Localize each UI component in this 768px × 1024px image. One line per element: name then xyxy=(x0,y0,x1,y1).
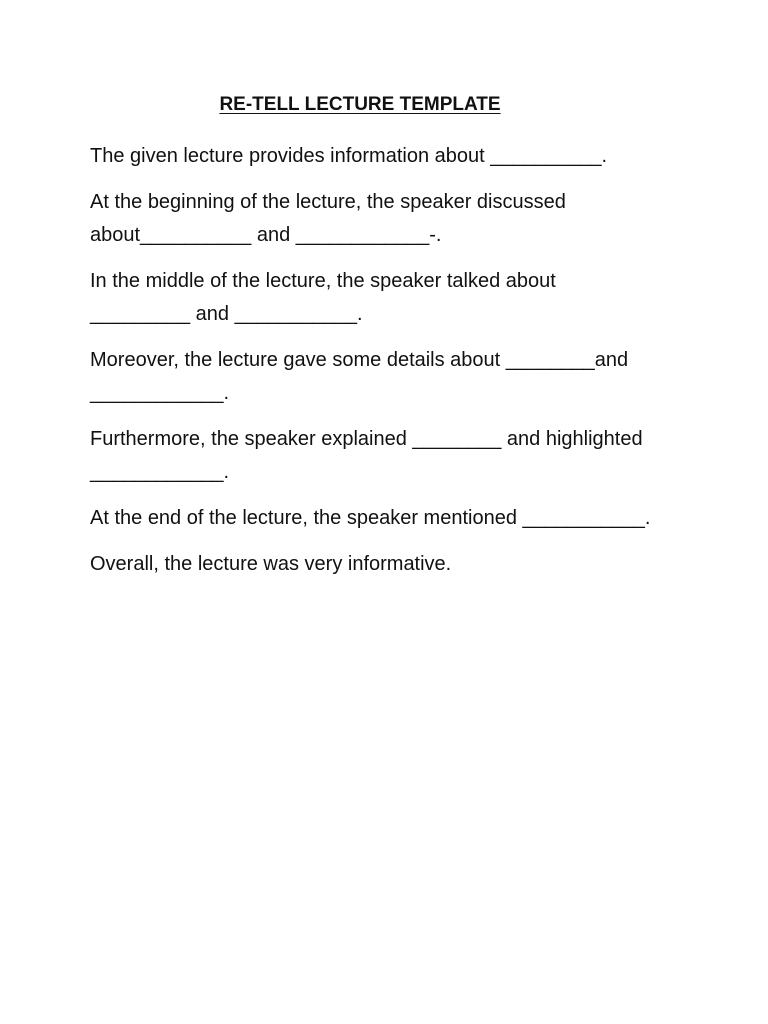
paragraph-line: Furthermore, the speaker explained ________ and highlighted xyxy=(90,428,643,450)
document-body xyxy=(90,140,690,594)
paragraph-middle xyxy=(90,265,690,331)
paragraph-line: about__________ and ____________-. xyxy=(90,224,442,246)
document-title: RE-TELL LECTURE TEMPLATE xyxy=(219,94,501,115)
paragraph-moreover xyxy=(90,344,690,410)
paragraph-line: In the middle of the lecture, the speaker talked about xyxy=(90,270,556,292)
paragraph-line: At the beginning of the lecture, the speaker discussed xyxy=(90,191,566,213)
paragraph-beginning xyxy=(90,186,690,252)
paragraph-line: At the end of the lecture, the speaker mentioned ___________. xyxy=(90,507,651,529)
paragraph-line: _________ and ___________. xyxy=(90,303,363,325)
paragraph-line: Moreover, the lecture gave some details about ________and xyxy=(90,349,629,371)
paragraph-furthermore xyxy=(90,423,690,489)
paragraph-line: ____________. xyxy=(90,382,230,404)
paragraph-line: The given lecture provides information about __________. xyxy=(90,145,608,167)
paragraph-conclusion xyxy=(90,548,690,581)
paragraph-line: Overall, the lecture was very informative. xyxy=(90,553,452,575)
paragraph-intro xyxy=(90,140,690,173)
paragraph-line: ____________. xyxy=(90,461,230,483)
paragraph-end xyxy=(90,502,690,535)
